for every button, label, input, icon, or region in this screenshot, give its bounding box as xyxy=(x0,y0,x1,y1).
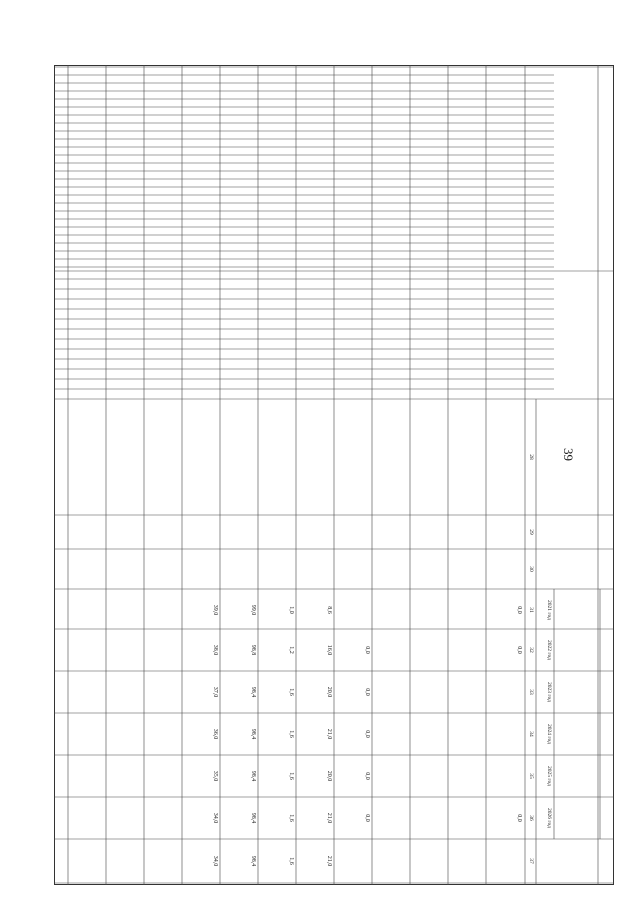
row-value-2022 xyxy=(450,631,484,669)
year-2022: 2022 год xyxy=(546,640,552,660)
row-value-2026 xyxy=(374,799,408,837)
row-final xyxy=(450,841,484,881)
row-fact xyxy=(70,551,104,587)
row-final: 1,6 xyxy=(288,857,294,865)
row-value-2025 xyxy=(412,757,446,795)
row-unit xyxy=(108,517,142,547)
row-value-2021 xyxy=(412,591,446,629)
year-2026: 2026 год xyxy=(546,808,552,828)
year-2024: 2024 год xyxy=(546,724,552,744)
row-value-2025: 98,4 xyxy=(250,770,256,782)
row-value-2023 xyxy=(412,673,446,711)
row-value-2022: 1,2 xyxy=(288,646,294,654)
row-value-2025: 0,0 xyxy=(364,772,370,780)
colnum-28: 28 xyxy=(528,454,534,460)
row-value-2021: 99,0 xyxy=(250,604,256,616)
header-final-value xyxy=(564,841,608,881)
row-value-2024 xyxy=(412,715,446,753)
row-fact xyxy=(450,551,484,587)
row-value-2021 xyxy=(70,591,104,629)
header-fact xyxy=(548,551,604,587)
row-value-2022: 0,0 xyxy=(364,646,370,654)
row-value-2024 xyxy=(488,715,522,753)
row-value-2025 xyxy=(374,757,408,795)
row-value-2026: 98,4 xyxy=(250,812,256,824)
row-value-2021 xyxy=(108,591,142,629)
row-name xyxy=(70,401,104,513)
colnum-34: 34 xyxy=(528,731,534,737)
header-final-sub xyxy=(542,841,552,881)
row-value-2026: 0,0 xyxy=(516,814,522,822)
row-final xyxy=(146,841,180,881)
row-value-2026: 0,0 xyxy=(364,814,370,822)
row-value-2024: 1,6 xyxy=(288,730,294,738)
row-value-2026 xyxy=(70,799,104,837)
row-name xyxy=(108,401,142,513)
row-value-2023: 0,0 xyxy=(364,688,370,696)
page-number: 39 xyxy=(561,448,576,461)
row-unit xyxy=(450,517,484,547)
row-final xyxy=(108,841,142,881)
row-name xyxy=(184,401,218,513)
row-final xyxy=(70,841,104,881)
row-final xyxy=(336,841,370,881)
row-name xyxy=(146,401,180,513)
row-value-2022 xyxy=(146,631,180,669)
colnum-29: 29 xyxy=(528,529,534,535)
row-unit xyxy=(488,517,522,547)
rotated-table xyxy=(54,65,614,885)
row-value-2022: 0,0 xyxy=(516,646,522,654)
row-value-2023: 1,6 xyxy=(288,688,294,696)
row-final: 21,0 xyxy=(326,855,332,867)
row-value-2021: 8,6 xyxy=(326,606,332,614)
row-value-2025 xyxy=(488,757,522,795)
row-final xyxy=(488,841,522,881)
year-2025: 2025 год xyxy=(546,766,552,786)
row-unit xyxy=(260,517,294,547)
row-final xyxy=(412,841,446,881)
row-unit xyxy=(412,517,446,547)
row-value-2024 xyxy=(146,715,180,753)
row-value-2024: 36,0 xyxy=(212,728,218,740)
row-value-2023 xyxy=(374,673,408,711)
row-value-2024 xyxy=(108,715,142,753)
row-value-2026: 21,0 xyxy=(326,812,332,824)
row-value-2024: 0,0 xyxy=(364,730,370,738)
row-value-2023 xyxy=(146,673,180,711)
row-value-2022 xyxy=(70,631,104,669)
row-unit xyxy=(70,517,104,547)
colnum-33: 33 xyxy=(528,689,534,695)
row-value-2025: 1,6 xyxy=(288,772,294,780)
row-value-2022 xyxy=(374,631,408,669)
row-value-2021 xyxy=(336,591,370,629)
row-value-2026 xyxy=(146,799,180,837)
row-value-2025 xyxy=(450,757,484,795)
row-fact xyxy=(184,551,218,587)
row-name xyxy=(374,401,408,513)
colnum-37: 37 xyxy=(528,858,534,864)
row-value-2022: 16,0 xyxy=(326,644,332,656)
row-value-2024 xyxy=(374,715,408,753)
row-value-2025 xyxy=(108,757,142,795)
row-final: 98,4 xyxy=(250,855,256,867)
colnum-32: 32 xyxy=(528,647,534,653)
row-fact xyxy=(374,551,408,587)
row-value-2021: 39,0 xyxy=(212,604,218,616)
row-value-2023: 37,0 xyxy=(212,686,218,698)
header-unit xyxy=(556,517,600,547)
row-value-2022: 98,8 xyxy=(250,644,256,656)
header-budget-codes xyxy=(600,67,612,267)
row-value-2021 xyxy=(146,591,180,629)
row-name xyxy=(260,401,294,513)
row-name xyxy=(336,401,370,513)
row-final: 34,0 xyxy=(212,855,218,867)
row-unit xyxy=(336,517,370,547)
row-unit xyxy=(298,517,332,547)
row-value-2021: 1,0 xyxy=(288,606,294,614)
row-value-2021 xyxy=(450,591,484,629)
colnum-31: 31 xyxy=(528,607,534,613)
row-value-2026 xyxy=(412,799,446,837)
row-value-2023 xyxy=(450,673,484,711)
row-value-2024: 21,0 xyxy=(326,728,332,740)
row-unit xyxy=(374,517,408,547)
row-name xyxy=(488,401,522,513)
row-value-2024 xyxy=(70,715,104,753)
row-value-2021 xyxy=(374,591,408,629)
row-name xyxy=(222,401,256,513)
row-unit xyxy=(184,517,218,547)
row-fact xyxy=(336,551,370,587)
year-2021: 2021 год xyxy=(546,600,552,620)
row-fact xyxy=(260,551,294,587)
header-years-group xyxy=(600,625,610,825)
row-name xyxy=(450,401,484,513)
colnum-35: 35 xyxy=(528,773,534,779)
row-value-2024 xyxy=(450,715,484,753)
row-fact xyxy=(488,551,522,587)
row-value-2022: 38,0 xyxy=(212,644,218,656)
row-value-2025: 20,0 xyxy=(326,770,332,782)
row-value-2025 xyxy=(70,757,104,795)
row-final xyxy=(374,841,408,881)
row-value-2026 xyxy=(450,799,484,837)
row-fact xyxy=(222,551,256,587)
header-additional-codes xyxy=(600,273,612,395)
row-value-2026 xyxy=(108,799,142,837)
row-name xyxy=(412,401,446,513)
row-value-2023 xyxy=(108,673,142,711)
row-fact xyxy=(412,551,446,587)
colnum-30: 30 xyxy=(528,566,534,572)
row-value-2024: 98,4 xyxy=(250,728,256,740)
row-unit xyxy=(146,517,180,547)
row-value-2022 xyxy=(412,631,446,669)
year-2023: 2023 год xyxy=(546,682,552,702)
row-value-2026: 1,6 xyxy=(288,814,294,822)
row-value-2025 xyxy=(146,757,180,795)
row-fact xyxy=(298,551,332,587)
header-program-name xyxy=(536,401,606,513)
row-value-2021: 0,0 xyxy=(516,606,522,614)
row-value-2022 xyxy=(108,631,142,669)
row-value-2023 xyxy=(70,673,104,711)
row-fact xyxy=(146,551,180,587)
colnum-36: 36 xyxy=(528,815,534,821)
row-unit xyxy=(222,517,256,547)
row-name xyxy=(298,401,332,513)
row-value-2026: 34,0 xyxy=(212,812,218,824)
row-value-2025: 35,0 xyxy=(212,770,218,782)
row-value-2023: 98,4 xyxy=(250,686,256,698)
row-fact xyxy=(108,551,142,587)
row-value-2023 xyxy=(488,673,522,711)
row-value-2023: 20,0 xyxy=(326,686,332,698)
